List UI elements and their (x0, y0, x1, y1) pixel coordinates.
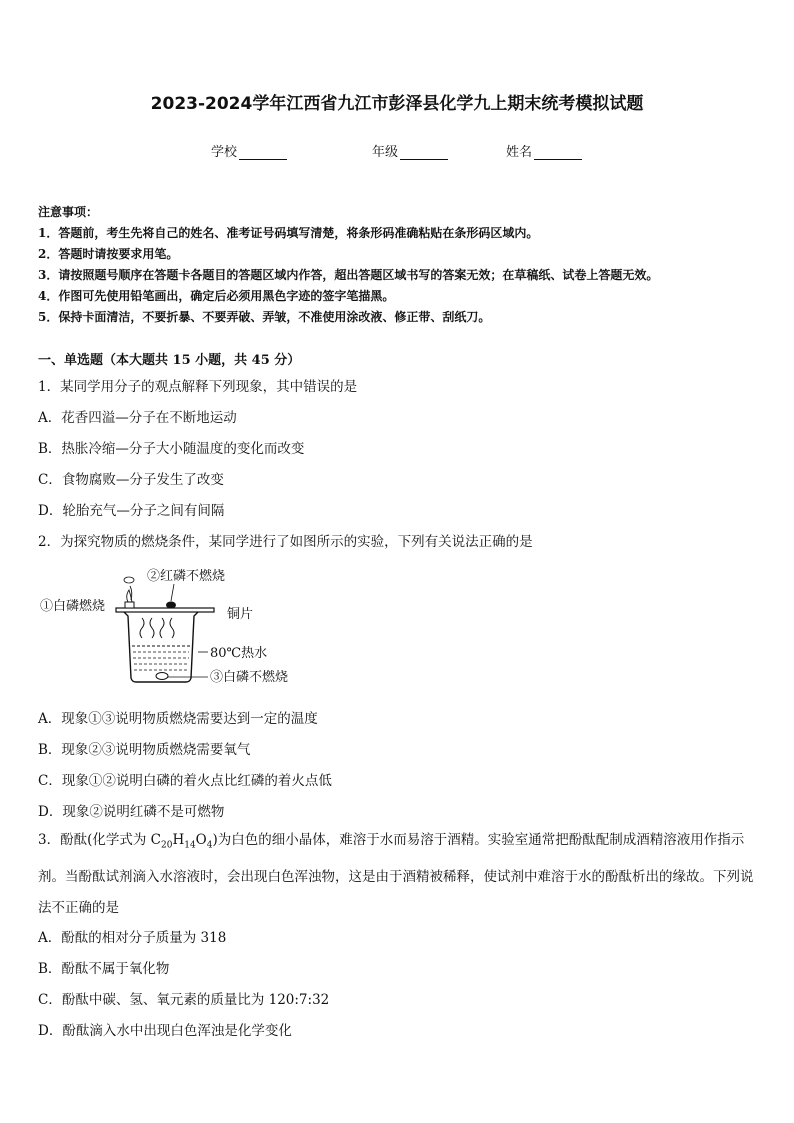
circled-number: ② (89, 804, 103, 820)
q2-option-b: B．现象②③说明物质燃烧需要氧气 (38, 742, 251, 758)
label-underwater-phosphorus: ③白磷不燃烧 (210, 670, 289, 685)
question-1-stem: 1．某同学用分子的观点解释下列现象，其中错误的是 (38, 379, 358, 395)
white-phosphorus-plate (125, 602, 134, 608)
grade-label: 年级 (372, 145, 399, 160)
label-hot-water: 80℃热水 (210, 646, 268, 661)
name-field (506, 141, 582, 160)
page-title: 2023-2024学年江西省九江市彭泽县化学九上期末统考模拟试题 (150, 94, 644, 114)
notice-item: 4．作图可先使用铅笔画出，确定后必须用黑色字迹的签字笔描黑。 (38, 289, 395, 303)
question-3-stem: 3．酚酞(化学式为 $C_{20}H_{14}O_4$)为白色的细小晶体，难溶于水而易溶于酒精。实验室通常把酚酞配制成酒精溶液用作指示剂。当酚酞试剂滴入水溶液时，会出现白色浑浊物，这是由于酒精被稀释，使试剂中难溶于水的酚酞析出的缘故。下列说法不正确的是 (38, 832, 754, 916)
circled-number: ① (88, 773, 103, 789)
section-title: 一、单选题（本大题共 15 小题，共 45 分） (38, 353, 301, 368)
school-blank (239, 146, 287, 160)
question-2-stem: 2．为探究物质的燃烧条件，某同学进行了如图所示的实验，下列有关说法正确的是 (38, 534, 533, 550)
q1-option-d: D．轮胎充气—分子之间有间隔 (38, 503, 225, 519)
q3-option-b: B．酚酞不属于氧化物 (38, 961, 170, 977)
combustion-experiment-figure (38, 566, 298, 688)
q3-option-d: D．酚酞滴入水中出现白色浑浊是化学变化 (38, 1023, 292, 1039)
name-label: 姓名 (506, 145, 533, 160)
q1-option-b: B．热胀冷缩—分子大小随温度的变化而改变 (38, 441, 305, 457)
grade-field (372, 141, 448, 160)
q2-option-c: C．现象①②说明白磷的着火点比红磷的着火点低 (38, 773, 332, 789)
circled-number: ① (88, 711, 102, 727)
q2-option-d: D．现象②说明红磷不是可燃物 (38, 804, 225, 820)
label-copper: 铜片 (227, 607, 254, 622)
notice-item: 3．请按照题号顺序在答题卡各题目的答题区域内作答，超出答题区域书写的答案无效；在草稿纸、试卷上答题无效。 (38, 268, 659, 282)
copper-plate (116, 608, 214, 612)
label-red-phosphorus: ②红磷不燃烧 (147, 569, 226, 584)
circled-number: ③ (101, 742, 116, 758)
notice-item: 5．保持卡面清洁，不要折暴、不要弄破、弄皱，不准使用涂改液、修正带、刮纸刀。 (38, 310, 491, 324)
red-phosphorus (166, 602, 176, 609)
q1-option-c: C．食物腐败—分子发生了改变 (38, 472, 224, 488)
school-field (211, 141, 287, 160)
white-phosphorus-water (156, 673, 168, 680)
q1-option-a: A．花香四溢—分子在不断地运动 (38, 410, 237, 426)
grade-blank (400, 146, 448, 160)
q3-option-c: C．酚酞中碳、氢、氧元素的质量比为 120:7:32 (38, 992, 330, 1008)
school-label: 学校 (211, 145, 238, 160)
circled-number: ② (88, 742, 102, 758)
name-blank (534, 146, 582, 160)
q2-option-a: A．现象①③说明物质燃烧需要达到一定的温度 (38, 711, 318, 727)
label-white-phosphorus: ①白磷燃烧 (40, 599, 106, 614)
beaker (124, 612, 198, 682)
q3-option-a: A．酚酞的相对分子质量为 318 (38, 930, 227, 946)
circled-number: ② (102, 773, 116, 789)
notice-item: 2．答题时请按要求用笔。 (38, 247, 179, 261)
notice-item: 1．答题前，考生先将自己的姓名、准考证号码填写清楚，将条形码准确粘贴在条形码区域内。 (38, 226, 539, 240)
notice-heading: 注意事项： (38, 205, 99, 219)
circled-number: ③ (101, 711, 116, 727)
